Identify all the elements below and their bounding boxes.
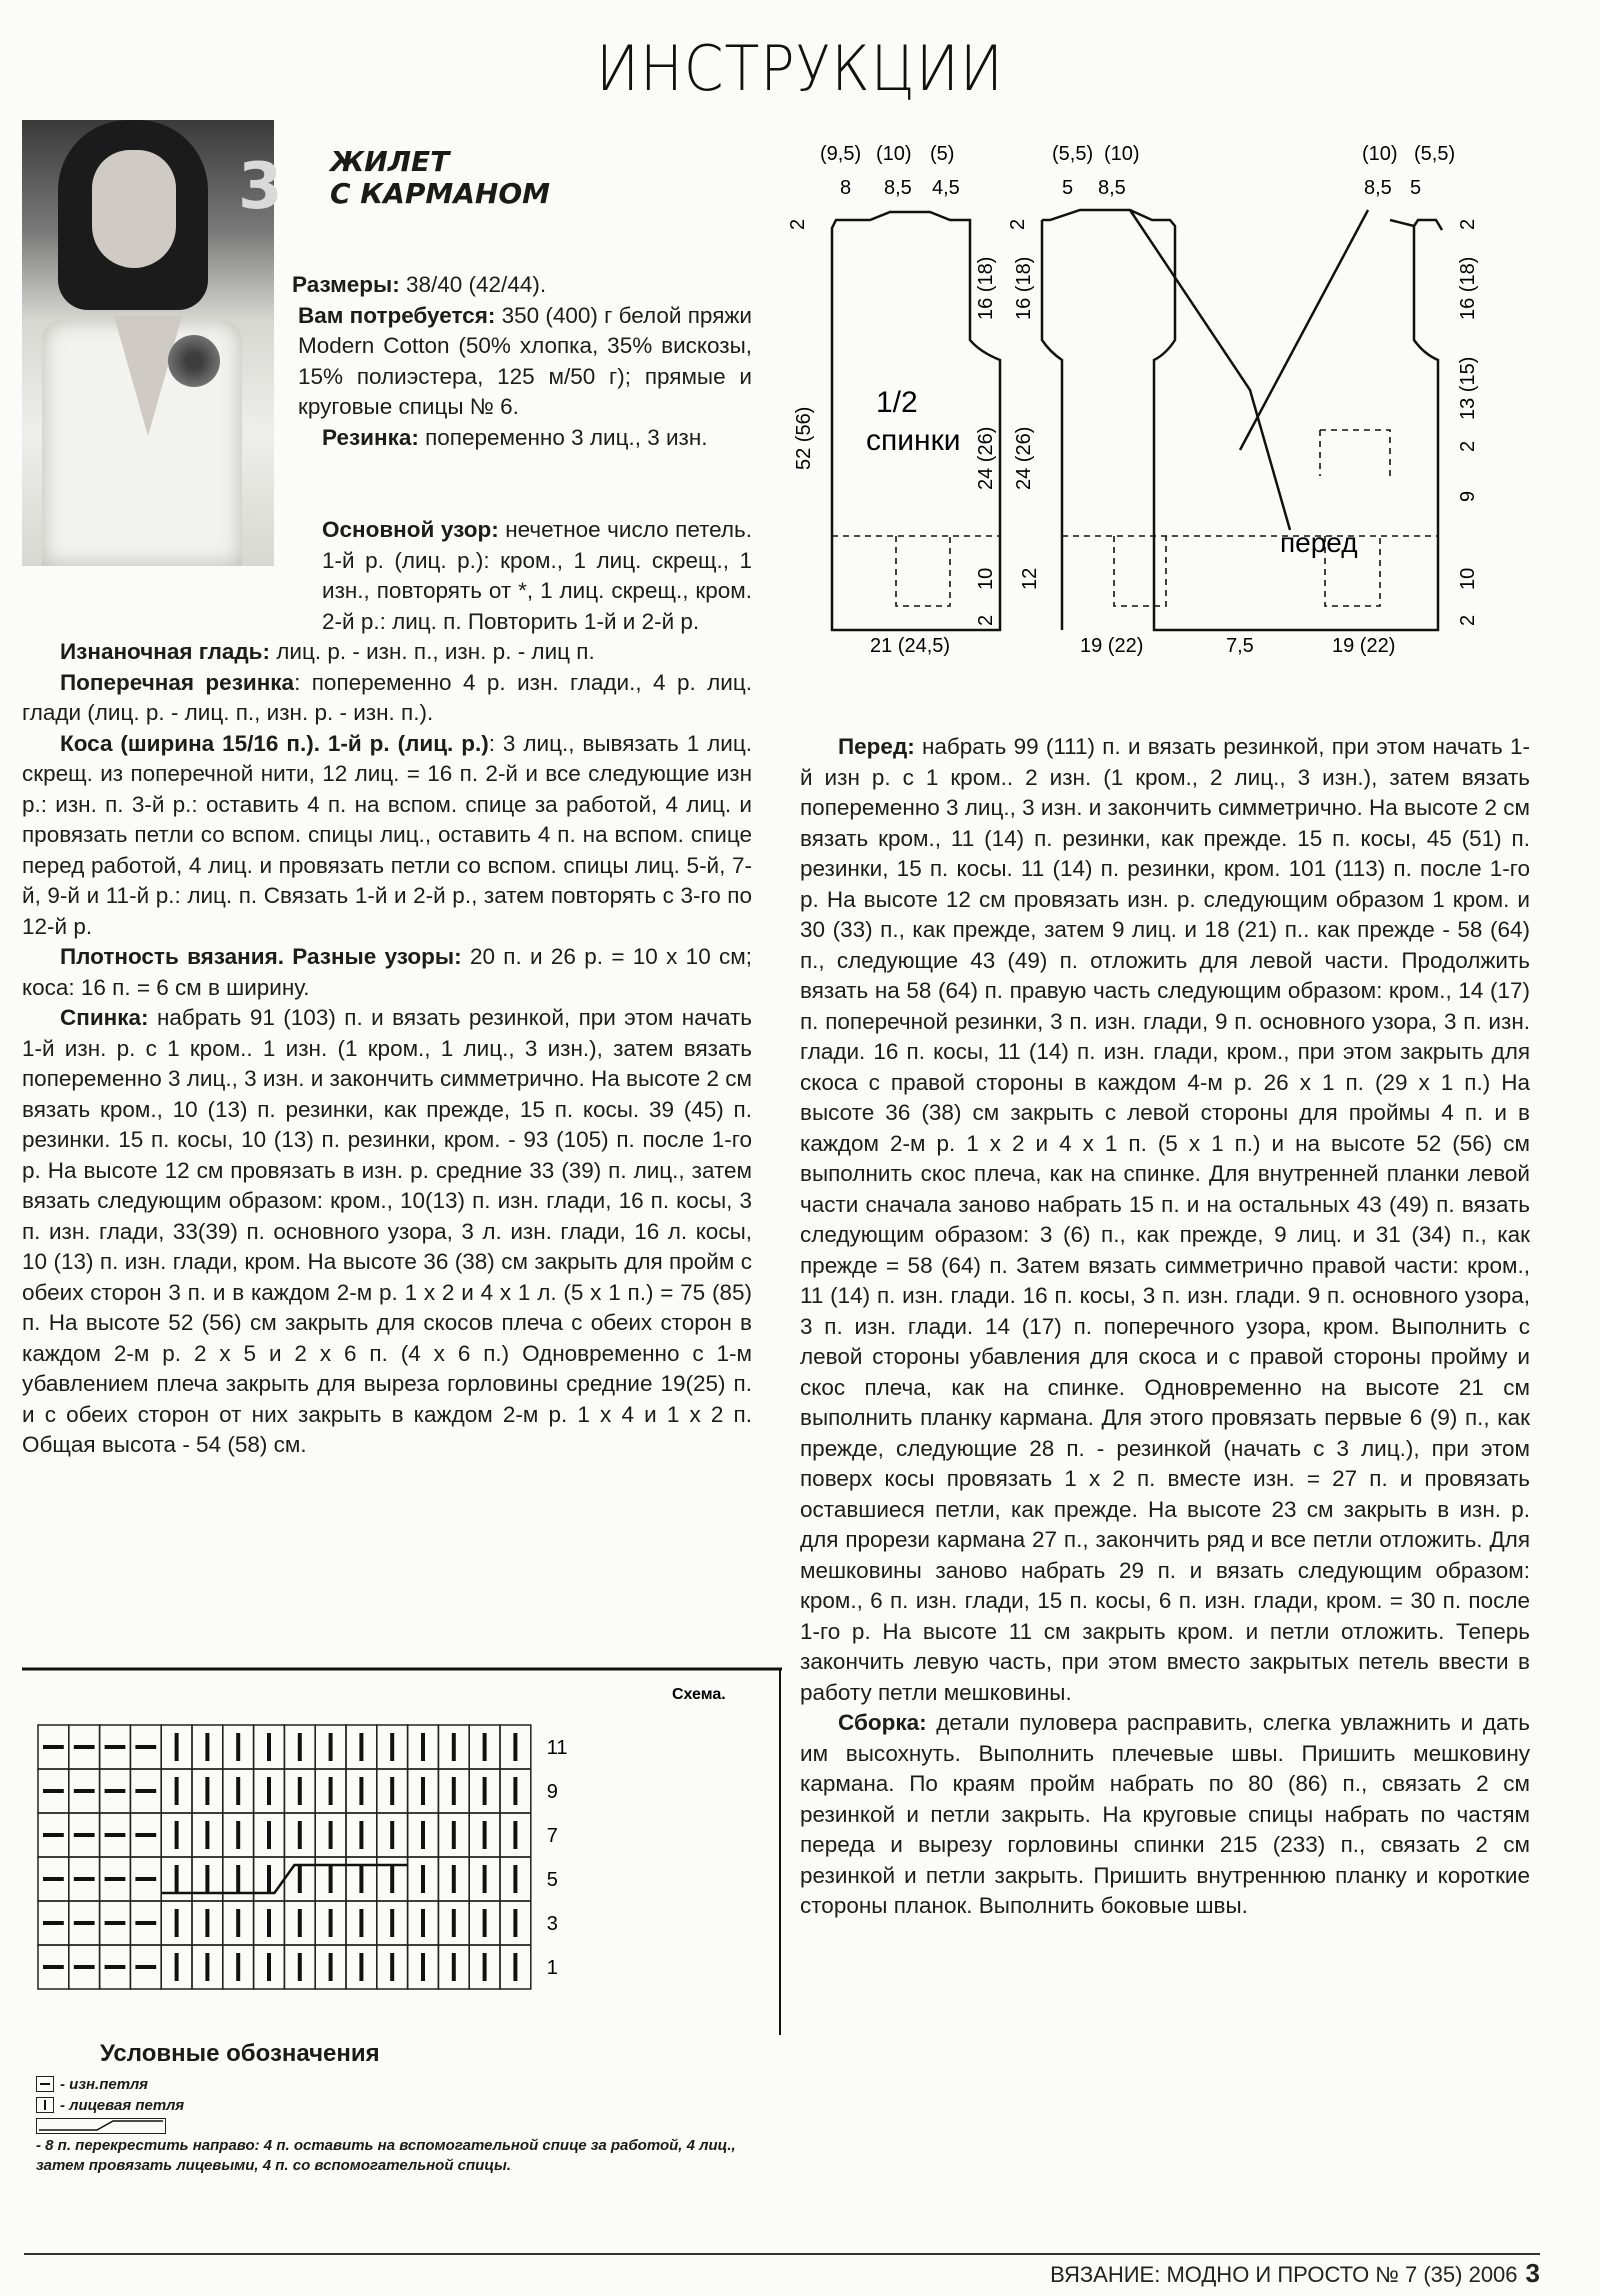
legend-cable [36,2118,796,2176]
footer [1050,2258,1540,2289]
legend [36,2040,796,2180]
back-label-name: спинки [866,424,961,457]
model-photo [22,120,274,566]
back-mid-height: 24 (26) [975,426,997,490]
pattern-diagram [780,130,1560,670]
back-text: набрать 91 (103) п. и вязать резинкой, при этом начать 1-й изн. р. с 1 кром.. 1 изн. (1 кром., 1 лиц., 3 изн.), затем вязать попеременно 3 лиц., 3 изн. и закончить симметрично. На высоте 2 см вязать кром., 10 (13) п. резинки, как прежде, 15 п. косы. 39 (45) п. резинки. 15 п. косы, 10 (13) п. резинки, кром. - 93 (105) п. после 1-го р. На высоте 12 см провязать в изн. р. средние 33 (39) п. лиц., затем вязать следующим образом: кром., 10(13) п. изн. глади, 16 п. косы, 3 п. изн. глади, 33(39) п. основного узора, 3 л. изн. глади, 16 л. косы, 10 (13) п. изн. глади, кром. На высоте 36 (38) см закрыть для пройм с обеих сторон 3 п. и в каждом 2-м р. 1 х 2 и 4 х 1 л. (5 х 1 п.) = 75 (85) п. На высоте 52 (56) см закрыть для скосов плеча с обеих сторон в каждом 2-м р. 2 х 5 и 2 х 6 п. (4 х 6 п.) Одновременно с 1-м убавлением плеча закрыть для выреза горловины средние 19(25) п. и с обеих сторон от них закрыть в каждом 2-м р. 1 х 4 и 1 х 2 п. Общая высота - 54 (58) см. [22,1005,752,1457]
front-top-d2: 5 [1410,177,1422,199]
assembly-text: детали пуловера расправить, слегка увлажнить и дать им высохнуть. Выполнить плечевые швы. Пришить мешковину кармана. По краям пройм набрать по 80 (86) п., связать 2 см резинкой и петли закрыть. На круговые спицы набрать по частям переда и вырезу горловины спинки 215 (233) п., связать 2 см резинкой и петли закрыть. Пришить внутреннюю планку и короткие стороны планок. Выполнить боковые швы. [800,1710,1530,1918]
back-top-a2: 8 [840,177,852,199]
chart-row-label: 9 [546,1781,558,1803]
stitch-chart [22,1665,782,2035]
front-right-arm: 16 (18) [1457,256,1479,320]
title-line-2: С КАРМАНОМ [330,177,551,210]
intro-block [292,270,752,453]
flower-brooch [168,335,220,387]
sizes-text: 38/40 (42/44). [399,272,547,297]
chart-row-label: 7 [546,1825,558,1847]
title-line-1: ЖИЛЕТ [330,145,450,178]
legend-purl [36,2076,796,2093]
front-top-c2: 8,5 [1364,177,1392,199]
knit-symbol-icon [36,2097,54,2113]
front-right-10: 10 [1457,567,1479,590]
rib-label: Резинка: [322,424,419,450]
legend-title: Условные обозначения [100,2040,380,2067]
front-label-name: перед [1280,527,1358,558]
chart-row-label: 11 [546,1737,568,1759]
front-top-d: (5,5) [1414,143,1456,165]
back-top-a: (9,5) [820,143,862,165]
main-pattern-text: нечетное число петель. 1-й р. (лиц. р.): кром., 1 лиц. скрещ., 1 изн., повторять от *, 1 лиц. скрещ., кром. 2-й р.: лиц. п. Повторить 1-й и 2-й р. [322,517,753,634]
cable-label: Коса (ширина 15/16 п.). 1-й р. (лиц. р.) [60,730,489,756]
front-top-b2: 8,5 [1098,177,1126,199]
sizes-label: Размеры: [292,272,400,297]
cross-rib-label: Поперечная резинка [60,669,295,695]
footer-rule [24,2253,1540,2255]
density-label: Плотность вязания. Разные узоры: [60,944,462,969]
article-number: 3 [238,150,283,224]
cross-rib-text: : попеременно 4 р. изн. глади., 4 р. лиц. глади (лиц. р. - лиц. п., изн. р. - изн. п.). [22,669,752,725]
back-label-half: 1/2 [876,386,918,419]
page-number: 3 [1525,2258,1540,2288]
front-width-left: 19 (22) [1080,635,1144,657]
rib-text: попеременно 3 лиц., 3 изн. [418,424,708,450]
front-mid-height: 24 (26) [1013,426,1035,490]
materials-label: Вам потребуется: [298,302,496,328]
back-top-c2: 4,5 [932,177,960,199]
chart-row-label: 3 [546,1913,558,1935]
back-band-height: 2 [975,614,997,626]
front-top-b: (10) [1104,143,1140,165]
back-width: 21 (24,5) [870,635,951,657]
materials-text: 350 (400) г белой пряжи Modern Cotton (50% хлопка, 35% вискозы, 15% полиэстера, 125 м/50 г); прямые и круговые спицы № 6. [298,302,752,419]
front-right-pocket: 13 (15) [1457,356,1479,420]
legend-knit [36,2097,796,2114]
back-top-b2: 8,5 [884,177,912,199]
back-total-height: 52 (56) [793,406,815,470]
purl-label: Изнаночная гладь: [60,639,271,664]
legend-knit-text: - лицевая петля [60,2097,185,2114]
right-body [800,732,1530,1922]
cable-text: : 3 лиц., вывязать 1 лиц. скрещ. из поперечной нити, 12 лиц. = 16 п. 2-й и все следующие изн р.: изн. п. 3-й р.: оставить 4 п. на вспом. спице за работой, 4 лиц. и провязать петли со вспом. спицы лиц., оставить 4 п. на вспом. спице перед работой, 4 лиц. и провязать петли со вспом. спицы лиц. 5-й, 7-й, 9-й и 11-й р.: лиц. п. Связать 1-й и 2-й р., затем повторять с 3-го по 12-й р. [22,730,752,939]
article-title [330,146,550,210]
chart-row-label: 1 [546,1957,558,1979]
back-top-c: (5) [930,143,955,165]
front-shoulder-height: 2 [1007,218,1029,230]
main-pattern-label: Основной узор: [322,517,499,542]
front-label: Перед: [838,734,915,759]
front-text: набрать 99 (111) п. и вязать резинкой, при этом начать 1-й изн р. с 1 кром.. 2 изн. (1 кром., 2 лиц., 3 изн.), затем вязать попеременно 3 лиц., 3 изн. и закончить симметрично. На высоте 2 см вязать кром., 11 (14) п. резинки, как прежде. 15 п. косы, 45 (51) п. резинки, 15 п. косы. 11 (14) п. резинки, кром. 101 (113) п. после 1-го р. На высоте 12 см провязать изн. р. следующим образом 1 кром. и 30 (33) п., как прежде, затем 9 лиц. и 18 (21) п.. как прежде - 58 (64) п., следующие 43 (49) п. отложить для левой части. Продолжить вязать на 58 (64) п. правую часть следующим образом: кром., 14 (17) п. поперечной резинки, 3 п. изн. глади, 9 п. основного узора, 3 п. изн. глади. 16 п. косы, 11 (14) п. изн. глади, кром., при этом закрыть для скоса с правой стороны в каждом 4-м р. 26 х 1 п. (29 х 1 п.) На высоте 36 (38) см закрыть с левой стороны для проймы 4 п. и в каждом 2-м р. 1 х 2 и 4 х 1 п. (5 х 1 п.) и на высоте 52 (56) см выполнить скос плеча, как на спинке. Для внутренней планки левой части сначала заново набрать 15 п. и на остальных 43 (49) п. вязать следующим образом: 3 (6) п., как прежде, 9 лиц. и 31 (34) п., как прежде = 58 (64) п. Затем вязать симметрично правой части: кром., 11 (14) п. изн. глади. 16 п. косы, 3 п. изн. глади. 9 п. основного узора, 3 п. изн. глади. 14 (17) п. поперечного узора, кром. Выполнить с левой стороны убавления для скоса и с правой стороны пройму и скос плеча, как на спинке. Одновременно на высоте 21 см выполнить планку кармана. Для этого провязать первые 6 (9) п., как прежде, следующие 28 п. - резинкой (начать с 3 лиц.), при этом поверх косы провязать 1 х 2 п. вместе изн. = 27 п. и провязать оставшиеся петли, как прежде. На высоте 23 см закрыть в изн. р. для прорези кармана 27 п., закончить ряд и все петли отложить. Для мешковины заново набрать 29 п. и вязать следующим образом: кром., 6 п. изн. глади, 15 п. косы, 6 п. изн. глади, кром. = 30 п. после 1-го р. На высоте 11 см закрыть кром. и петли отложить. Теперь закончить левую часть, при этом вместо закрытых петель ввести в работу петли мешковины. [800,734,1530,1705]
front-right-band: 2 [1457,614,1479,626]
front-rib-height: 12 [1019,567,1041,590]
density-text: 20 п. и 26 р. = 10 х 10 см; коса: 16 п. = 6 см в ширину. [22,944,752,1000]
purl-symbol-icon [36,2076,54,2092]
front-top-c: (10) [1362,143,1398,165]
assembly-label: Сборка: [838,1710,927,1735]
back-arm-height: 16 (18) [975,256,997,320]
back-label: Спинка: [60,1005,149,1030]
legend-purl-text: - изн.петля [60,2076,149,2093]
purl-text: лиц. р. - изн. п., изн. р. - лиц п. [270,639,595,664]
front-arm-height: 16 (18) [1013,256,1035,320]
page-title: ИНСТРУКЦИИ [596,32,1004,105]
cable-symbol-icon [36,2118,166,2134]
left-body [22,515,752,1461]
front-top-a: (5,5) [1052,143,1094,165]
magazine-issue: ВЯЗАНИЕ: МОДНО И ПРОСТО № 7 (35) 2006 [1050,2262,1518,2287]
back-top-b: (10) [876,143,912,165]
front-right-shoulder: 2 [1457,218,1479,230]
chart-row-label: 5 [546,1869,558,1891]
back-rib-height: 10 [975,567,997,590]
front-right-p2: 2 [1457,440,1479,452]
back-neck-height: 2 [787,218,809,230]
chart-title: Схема. [672,1686,726,1703]
front-piece [1042,210,1442,630]
front-top-a2: 5 [1062,177,1074,199]
front-width-mid: 7,5 [1226,635,1254,657]
front-width-right: 19 (22) [1332,635,1396,657]
legend-cable-text: - 8 п. перекрестить направо: 4 п. оставить на вспомогательной спице за работой, 4 лиц., затем провязать лицевыми, 4 п. со вспомогательной спицы. [36,2137,736,2174]
front-right-p9: 9 [1457,490,1479,502]
